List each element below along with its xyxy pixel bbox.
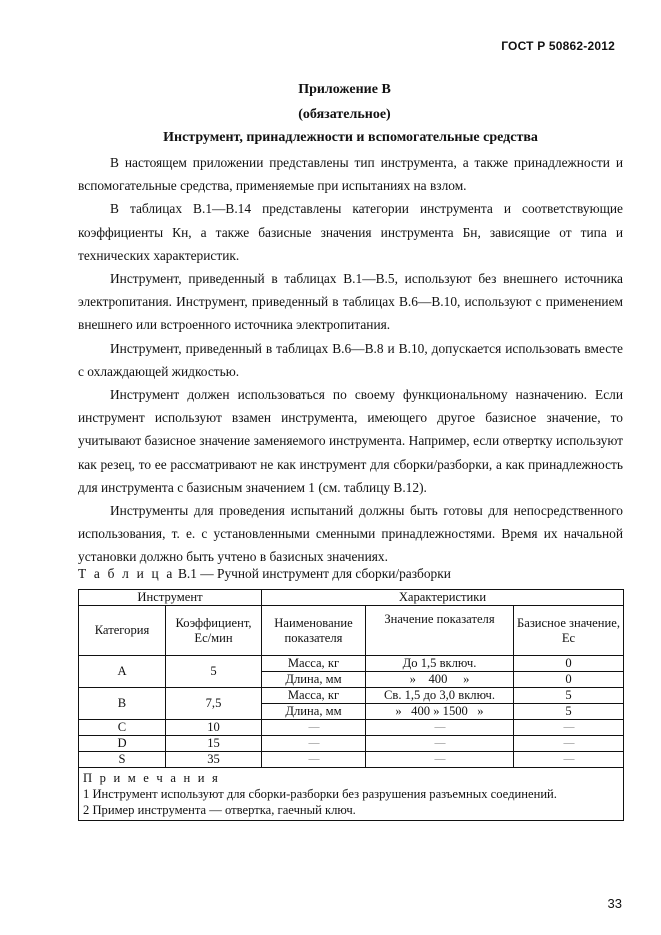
table-row [79,688,624,704]
cell-coefficient: 10 [166,720,262,736]
group-header-characteristics: Характеристики [262,590,624,606]
header-coefficient: Коэффициент, Ес/мин [166,606,262,656]
cell-base-value: — [514,720,624,736]
table-caption [78,566,451,582]
table-notes-row [79,768,624,821]
table-caption-label: Т а б л и ц а [78,566,175,581]
cell-category: S [79,752,166,768]
cell-indicator-name: — [262,752,366,768]
notes-title: П р и м е ч а н и я [83,771,221,785]
cell-base-value: 0 [514,656,624,672]
paragraph: В таблицах В.1—В.14 представлены категории инструмента и соответствующие коэффициенты Кн, а также базисные значения инструмента Бн, зависящие от типа и технических характеристик. [78,201,623,263]
cell-indicator-value: — [366,720,514,736]
paragraph: Инструмент, приведенный в таблицах В.6—В.8 и В.10, допускается использовать вместе с охлаждающей жидкостью. [78,340,623,379]
tool-table [78,589,624,821]
cell-base-value: — [514,752,624,768]
header-indicator-name: Наименование показателя [262,606,366,656]
paragraph: Инструменты для проведения испытаний должны быть готовы для непосредственного использования, т. е. с установленными сменными принадлежностями. Время их начальной установки должно быть учтено в базисных значениях. [78,503,623,565]
cell-coefficient: 7,5 [166,688,262,720]
table-row [79,656,624,672]
cell-base-value: 0 [514,672,624,688]
cell-coefficient: 35 [166,752,262,768]
cell-indicator-value: Св. 1,5 до 3,0 включ. [366,688,514,704]
cell-category: D [79,736,166,752]
cell-indicator-name: — [262,720,366,736]
cell-indicator-name: Масса, кг [262,688,366,704]
cell-indicator-name: — [262,736,366,752]
cell-indicator-value: » 400 » 1500 » [366,704,514,720]
note-item: 1 Инструмент используют для сборки-разборки без разрушения разъемных соединений. [83,787,557,801]
cell-category: С [79,720,166,736]
cell-indicator-value: — [366,752,514,768]
cell-base-value: — [514,736,624,752]
header-indicator-value: Значение показателя [366,606,514,656]
table-row [79,752,624,768]
cell-category: В [79,688,166,720]
header-category: Категория [79,606,166,656]
cell-indicator-value: До 1,5 включ. [366,656,514,672]
paragraph: В настоящем приложении представлены тип инструмента, а также принадлежности и вспомогательные средства, применяемые при испытаниях на взлом. [78,155,623,194]
cell-coefficient: 15 [166,736,262,752]
header-base-value: Базисное значение, Ес [514,606,624,656]
table-caption-text: В.1 — Ручной инструмент для сборки/разборки [177,566,451,581]
cell-indicator-name: Длина, мм [262,672,366,688]
appendix-status: (обязательное) [298,107,391,122]
body-text [78,151,623,569]
appendix-title: Приложение В [298,82,391,97]
table-row [79,736,624,752]
table-notes [79,768,624,821]
table-row [79,720,624,736]
cell-category: А [79,656,166,688]
appendix-heading: Инструмент, принадлежности и вспомогательные средства [163,130,538,145]
note-item: 2 Пример инструмента — отвертка, гаечный ключ. [83,803,356,817]
cell-indicator-name: Длина, мм [262,704,366,720]
cell-coefficient: 5 [166,656,262,688]
group-header-tool: Инструмент [79,590,262,606]
cell-indicator-value: » 400 » [366,672,514,688]
paragraph: Инструмент, приведенный в таблицах В.1—В.5, используют без внешнего источника электропитания. Инструмент, приведенный в таблицах В.6—В.10, используют с применением внешнего или встроенного источника электропитания. [78,271,623,333]
cell-base-value: 5 [514,688,624,704]
standard-header: ГОСТ Р 50862-2012 [501,39,615,53]
cell-indicator-name: Масса, кг [262,656,366,672]
cell-base-value: 5 [514,704,624,720]
page-number: 33 [607,896,622,911]
cell-indicator-value: — [366,736,514,752]
paragraph: Инструмент должен использоваться по своему функциональному назначению. Если инструмент используют взамен инструмента, имеющего другое базисное значение, то учитывают базисное значение заменяемого инструмента. Например, если отвертку используют как резец, то ее рассматривают не как инструмент для сборки/разборки, а как принадлежность для инструмента с базисным значением 1 (см. таблицу В.12). [78,387,623,495]
